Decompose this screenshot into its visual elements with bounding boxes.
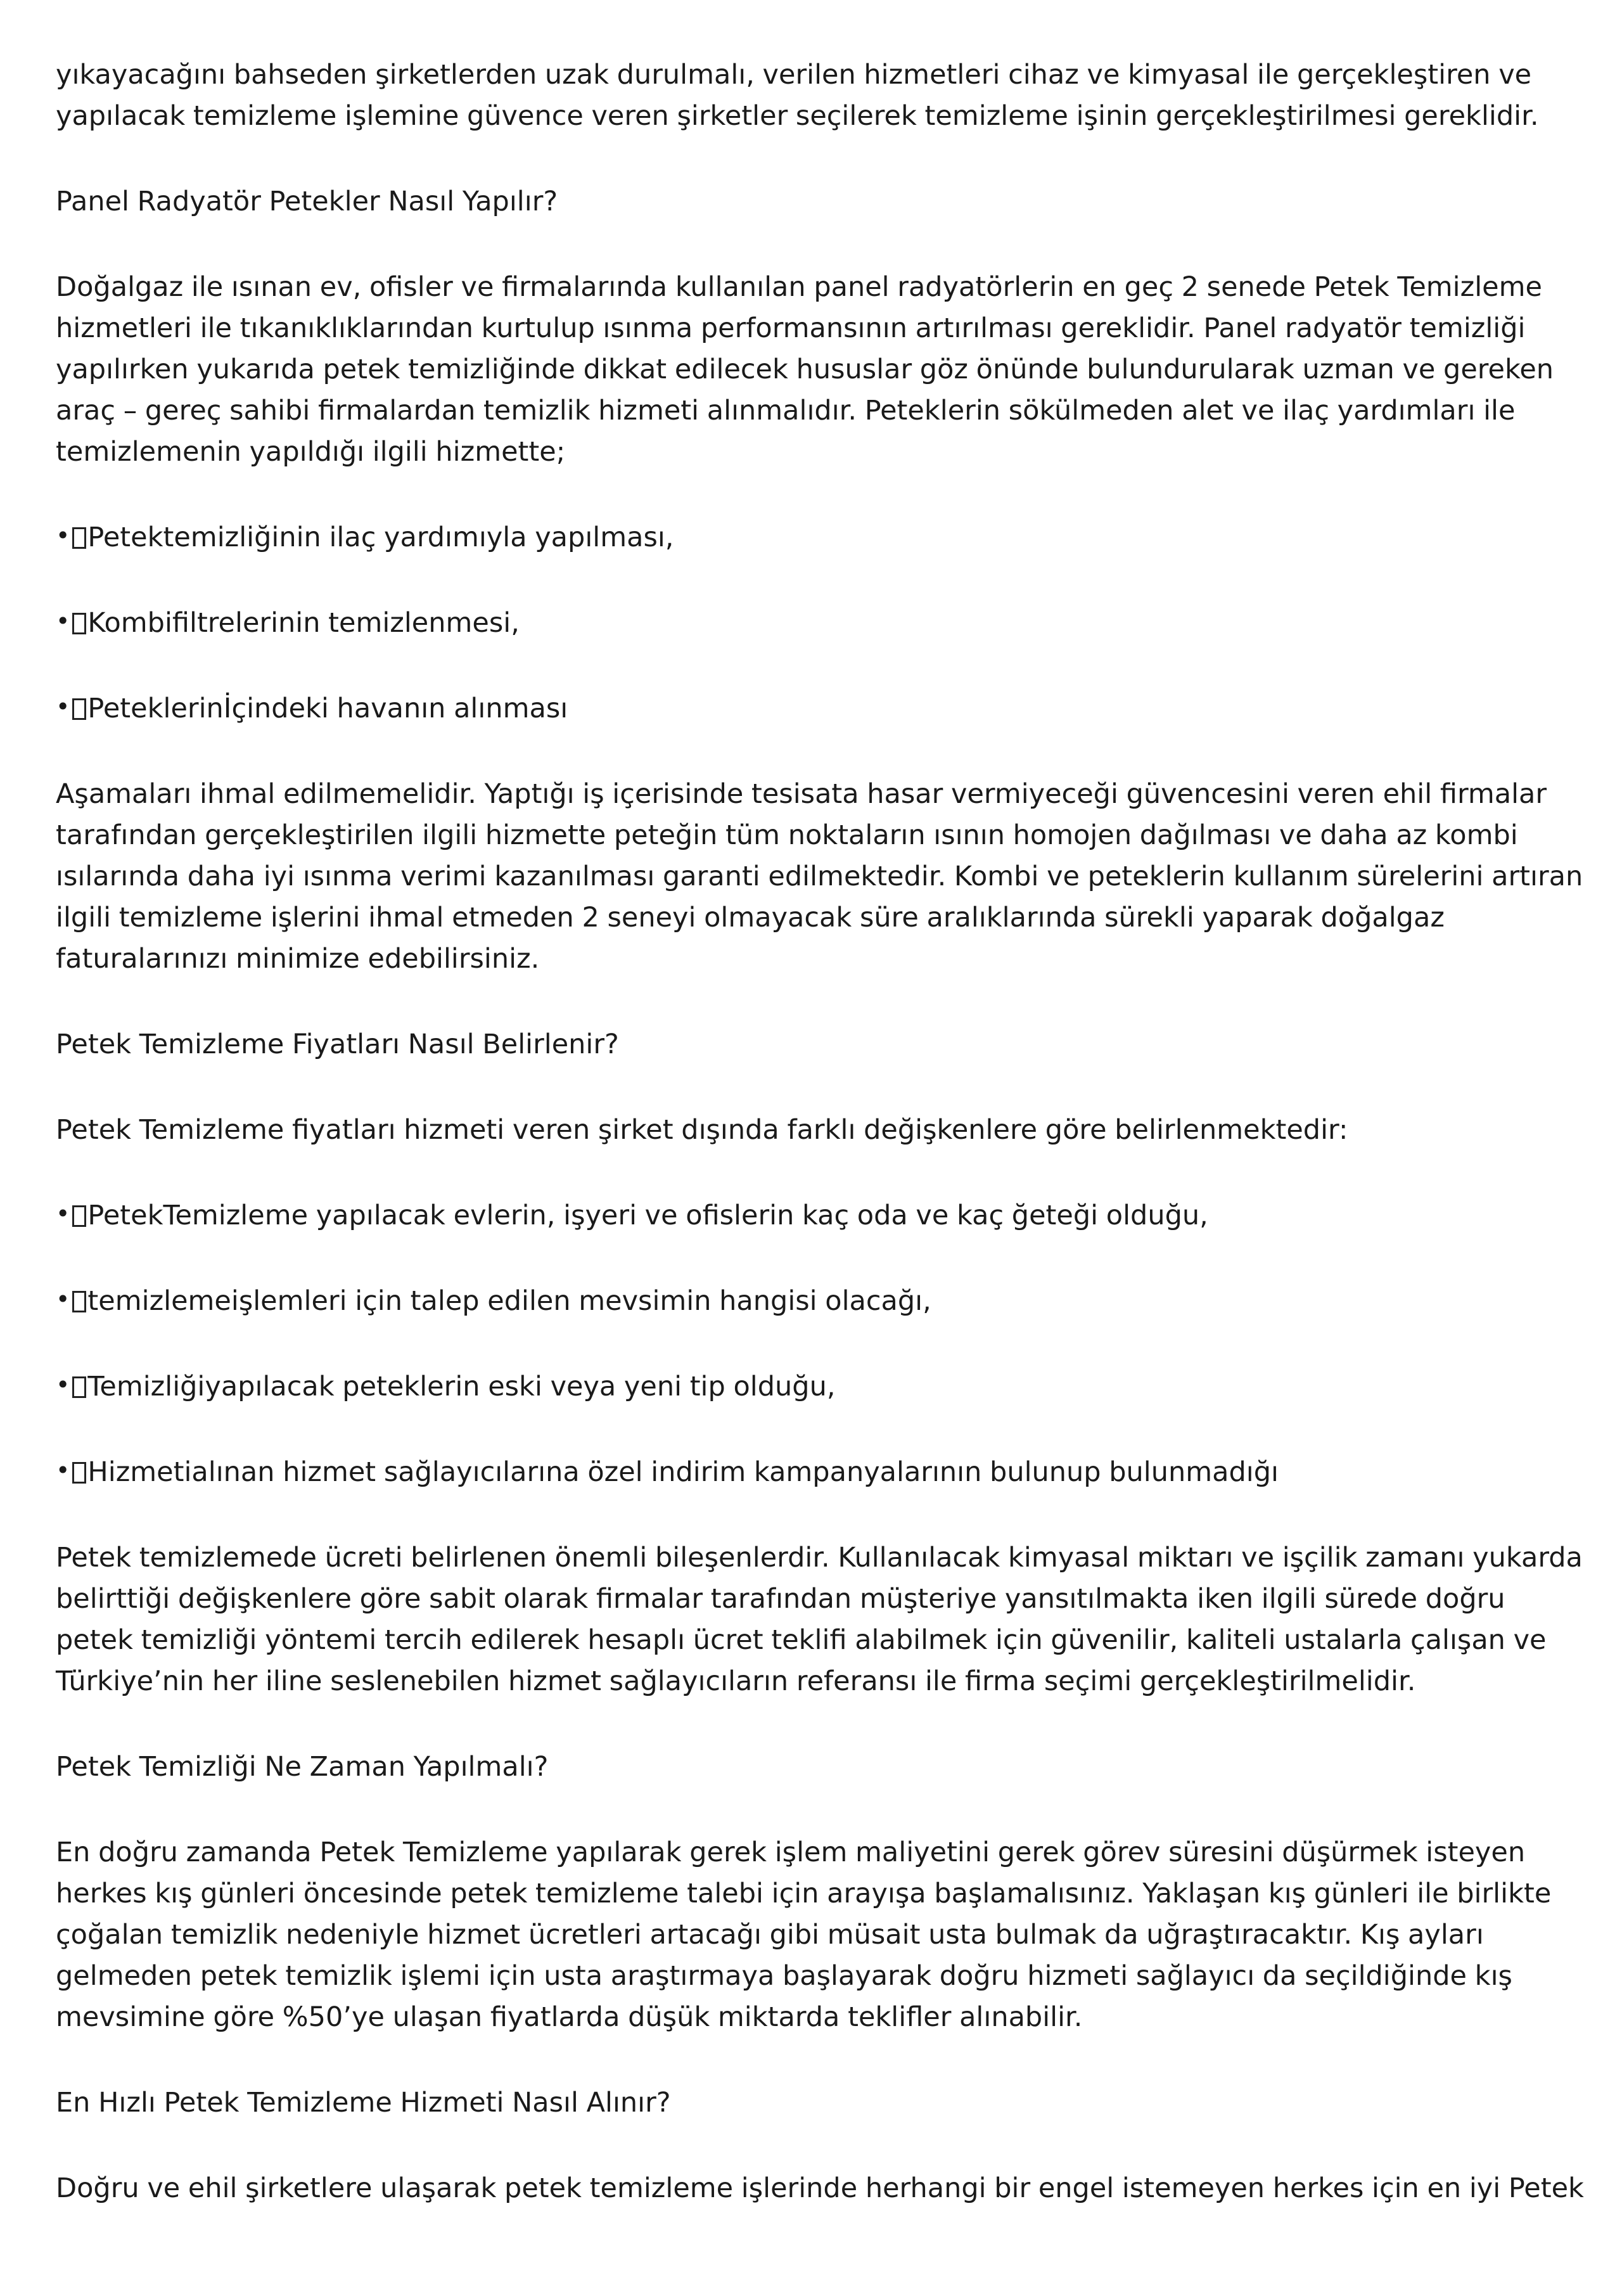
paragraph-asamalar: Aşamaları ihmal edilmemelidir. Yaptığı iş içerisinde tesisata hasar vermiyeceği güvencesini veren ehil firmalar tarafından gerçekleştirilen ilgili hizmette peteğin tüm noktaların ısının homojen dağılması ve daha az kombi ısılarında daha iyi ısınma verimi kazanılması garanti edilmektedir. Kombi ve peteklerin kullanım sürelerini artıran ilgili temizleme işlerini ihmal etmeden 2 seneyi olmayacak süre aralıklarında sürekli yaparak doğalgaz faturalarınızı minimize edebilirsiniz. xyxy=(56,778,1583,975)
list-item xyxy=(56,1452,1589,1493)
missing-glyph-icon xyxy=(72,1376,86,1398)
list-item-text: Hizmetialınan hizmet sağlayıcılarına özel indirim kampanyalarının bulunup bulunmadığı xyxy=(87,1456,1279,1488)
bullet-icon: • xyxy=(56,693,70,721)
list-item xyxy=(56,1281,1589,1322)
bullet-icon: • xyxy=(56,1456,70,1484)
list-item xyxy=(56,1366,1589,1408)
paragraph-en-hizli: Doğru ve ehil şirketlere ulaşarak petek temizleme işlerinde herhangi bir engel istemeyen herkes için en iyi Petek xyxy=(56,2172,1584,2204)
list-item-text: Kombifiltrelerinin temizlenmesi, xyxy=(87,607,520,639)
list-item xyxy=(56,517,1589,558)
document-page xyxy=(56,55,1589,2254)
missing-glyph-icon xyxy=(72,527,86,549)
bullet-icon: • xyxy=(56,1200,70,1228)
missing-glyph-icon xyxy=(72,1205,86,1227)
list-item xyxy=(56,688,1589,729)
heading-ne-zaman: Petek Temizliği Ne Zaman Yapılmalı? xyxy=(56,1751,549,1783)
list-item-text: Temizliğiyapılacak peteklerin eski veya yeni tip olduğu, xyxy=(87,1371,836,1402)
bullet-icon: • xyxy=(56,607,70,635)
list-item-text: temizlemeişlemleri için talep edilen mevsimin hangisi olacağı, xyxy=(87,1285,931,1317)
paragraph-bilesenler: Petek temizlemede ücreti belirlenen önemli bileşenlerdir. Kullanılacak kimyasal miktarı ve işçilik zamanı yukarda belirttiği değişkenlere göre sabit olarak firmalar tarafından müşteriye yansıtılmakta iken ilgili sürede doğru petek temizliği yöntemi tercih edilerek hesaplı ücret teklifi alabilmek için güvenilir, kaliteli ustalarla çalışan ve Türkiye’nin her iline seslenebilen hizmet sağlayıcıların referansı ile firma seçimi gerçekleştirilmelidir. xyxy=(56,1542,1583,1697)
list-item-text: Petektemizliğinin ilaç yardımıyla yapılması, xyxy=(87,522,674,553)
missing-glyph-icon xyxy=(72,613,86,634)
list-item xyxy=(56,1195,1589,1236)
bullet-icon: • xyxy=(56,522,70,549)
missing-glyph-icon xyxy=(72,1462,86,1484)
paragraph-panel-radyator: Doğalgaz ile ısınan ev, ofisler ve firmalarında kullanılan panel radyatörlerin en geç 2 senede Petek Temizleme hizmetleri ile tıkanıklıklarından kurtulup ısınma performansının artırılması gereklidir. Panel radyatör temizliği yapılırken yukarıda petek temizliğinde dikkat edilecek hususlar göz önünde bulundurularak uzman ve gereken araç – gereç sahibi firmalardan temizlik hizmeti alınmalıdır. Peteklerin sökülmeden alet ve ilaç yardımları ile temizlemenin yapıldığı ilgili hizmette; xyxy=(56,271,1554,468)
paragraph-fiyatlar: Petek Temizleme fiyatları hizmeti veren şirket dışında farklı değişkenlere göre belirlenmektedir: xyxy=(56,1114,1348,1146)
bullet-icon: • xyxy=(56,1371,70,1399)
heading-panel-radyator: Panel Radyatör Petekler Nasıl Yapılır? xyxy=(56,186,558,217)
paragraph-intro: yıkayacağını bahseden şirketlerden uzak durulmalı, verilen hizmetleri cihaz ve kimyasal ile gerçekleştiren ve yapılacak temizleme işlemine güvence veren şirketler seçilerek temizleme işinin gerçekleştirilmesi gereklidir. xyxy=(56,59,1539,132)
missing-glyph-icon xyxy=(72,1291,86,1312)
missing-glyph-icon xyxy=(72,698,86,720)
list-item-text: PetekTemizleme yapılacak evlerin, işyeri ve ofislerin kaç oda ve kaç ğeteği olduğu, xyxy=(87,1200,1208,1231)
heading-en-hizli: En Hızlı Petek Temizleme Hizmeti Nasıl Alınır? xyxy=(56,2087,671,2119)
heading-fiyatlar: Petek Temizleme Fiyatları Nasıl Belirlenir? xyxy=(56,1029,619,1060)
list-item xyxy=(56,603,1589,644)
list-item-text: Peteklerinİçindeki havanın alınması xyxy=(87,693,568,724)
bullet-icon: • xyxy=(56,1285,70,1313)
paragraph-ne-zaman: En doğru zamanda Petek Temizleme yapılarak gerek işlem maliyetini gerek görev süresini düşürmek isteyen herkes kış günleri öncesinde petek temizleme talebi için arayışa başlamalısınız. Yaklaşan kış günleri ile birlikte çoğalan temizlik nedeniyle hizmet ücretleri artacağı gibi müsait usta bulmak da uğraştıracaktır. Kış ayları gelmeden petek temizlik işlemi için usta araştırmaya başlayarak doğru hizmeti sağlayıcı da seçildiğinde kış mevsimine göre %50’ye ulaşan fiyatlarda düşük miktarda teklifler alınabilir. xyxy=(56,1837,1552,2033)
